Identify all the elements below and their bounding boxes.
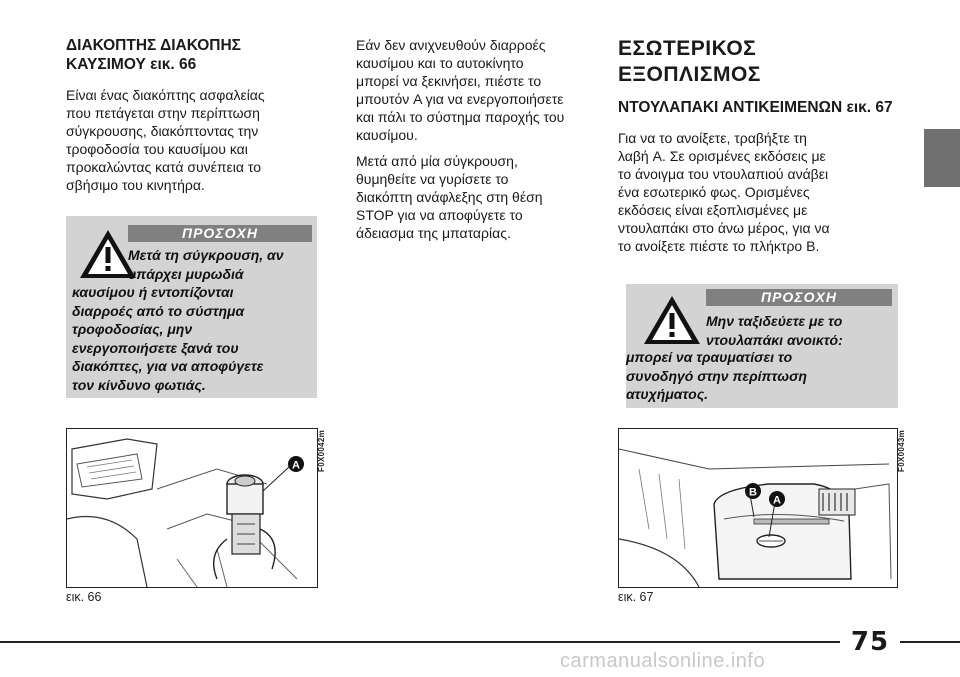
warning-triangle-icon <box>642 294 702 346</box>
figure-66-caption: εικ. 66 <box>66 590 102 604</box>
warning-box-fuel <box>66 216 317 398</box>
section-side-tab <box>924 129 960 187</box>
warning-title: ΠΡΟΣΟΧΗ <box>128 225 312 242</box>
glovebox-illustration <box>619 429 897 587</box>
section-heading-interior: ΕΣΩΤΕΡΙΚΟΣ ΕΞΟΠΛΙΣΜΟΣ <box>618 37 761 86</box>
paragraph-after-collision: Μετά από μία σύγκρουση, θυμηθείτε να γυρίσετε το διακόπτη ανάφλεξης στη θέση STOP για να αποφύγετε το άδειασμα της μπαταρίας. <box>356 153 543 241</box>
watermark: carmanualsonline.info <box>560 650 766 672</box>
figure-67-label-b: B <box>749 486 757 499</box>
figure-66 <box>66 428 318 588</box>
figure-67-code: F0X0043m <box>897 430 906 472</box>
warning-text-top: Μετά τη σύγκρουση, αν υπάρχει μυρωδιά <box>128 247 284 282</box>
fuel-cutoff-illustration <box>67 429 317 587</box>
paragraph-glovebox: Για να το ανοίξετε, τραβήξτε τη λαβή A. Σε ορισμένες εκδόσεις με το άνοιγμα του ντουλαπιού ανάβει ένα εσωτερικό φως. Ορισμένες εκδόσεις είναι εξοπλισμένες με ντουλαπάκι στο άνω μέρος, για να το ανοίξετε πιέστε το πλήκτρο B. <box>618 130 830 254</box>
page-number: 75 <box>840 628 900 656</box>
figure-66-label-a: A <box>292 459 300 472</box>
figure-67-caption: εικ. 67 <box>618 590 654 604</box>
section-heading-fuel-cutoff: ΔΙΑΚΟΠΤΗΣ ΔΙΑΚΟΠΗΣ ΚΑΥΣΙΜΟΥ εικ. 66 <box>66 37 241 73</box>
section-heading-glovebox: ΝΤΟΥΛΑΠΑΚΙ ΑΝΤΙΚΕΙΜΕΝΩΝ εικ. 67 <box>618 99 893 116</box>
column-right <box>618 36 900 255</box>
warning-text-bottom: μπορεί να τραυματίσει το συνοδηγό στην περίπτωση ατυχήματος. <box>626 349 807 402</box>
column-left <box>66 36 322 194</box>
figure-67-label-a: A <box>773 494 781 507</box>
warning-text-bottom: καυσίμου ή εντοπίζονται διαρροές από το σύστημα τροφοδοσίας, μην ενεργοποιήσετε ξανά του διακόπτες, για να αποφύγετε τον κίνδυνο φωτιάς. <box>72 284 264 393</box>
paragraph-fuel-cutoff: Είναι ένας διακόπτης ασφαλείας που πετάγεται στην περίπτωση σύγκρουσης, διακόπτοντας την τροφοδοσία του καυσίμου και προκαλώντας κατά συνέπεια το σβήσιμο του κινητήρα. <box>66 87 265 193</box>
warning-title: ΠΡΟΣΟΧΗ <box>706 289 892 306</box>
paragraph-reactivate: Εάν δεν ανιχνευθούν διαρροές καυσίμου και το αυτοκίνητο μπορεί να ξεκινήσει, πιέστε το μπουτόν A για να ενεργοποιήσετε και πάλι το σύστημα παροχής του καυσίμου. <box>356 37 565 143</box>
warning-box-glovebox <box>626 284 898 408</box>
figure-67 <box>618 428 898 588</box>
column-middle <box>356 36 608 242</box>
figure-66-code: F0X0042m <box>317 430 326 472</box>
warning-text-top: Μην ταξιδεύετε με το ντουλαπάκι ανοικτό: <box>706 313 843 348</box>
footer-rule <box>0 641 960 643</box>
